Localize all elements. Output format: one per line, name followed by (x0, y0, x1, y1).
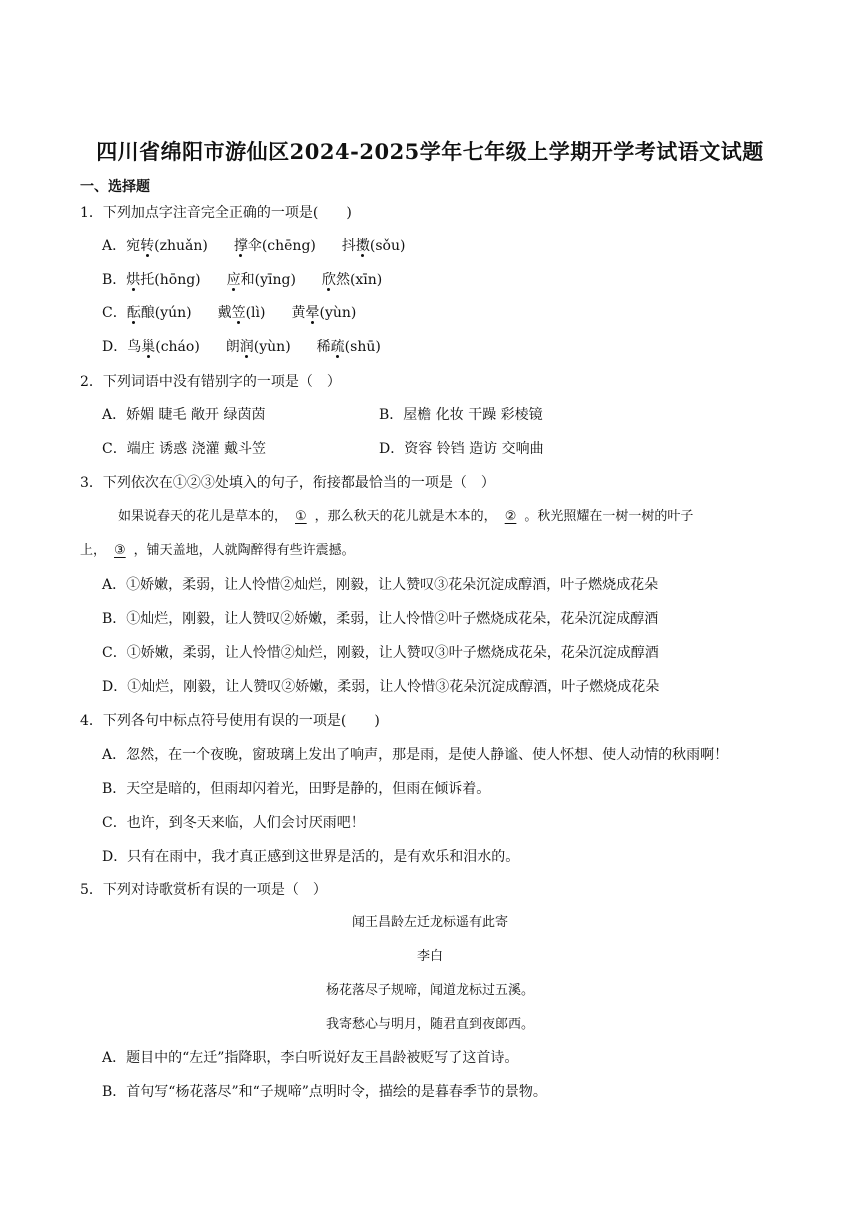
character: 托 (140, 272, 155, 288)
q2-option-d[interactable]: D．资容 铃铛 造访 交响曲 (379, 441, 544, 457)
character: 黄 (291, 305, 306, 321)
option-label: D． (102, 339, 128, 355)
passage-text: 如果说春天的花儿是草本的， (118, 509, 288, 524)
question-2-stem: 2．下列词语中没有错别字的一项是（ ） (80, 374, 341, 390)
q1-option-a[interactable] (102, 236, 405, 256)
q2-option-c[interactable]: C．端庄 诱惑 浇灌 戴斗笠 (102, 441, 267, 457)
character: 然 (335, 272, 350, 288)
passage-text: ，铺天盖地，人就陶醉得有些许震撼。 (133, 543, 355, 558)
character: 擞 (355, 238, 370, 254)
pinyin: (sǒu) (369, 238, 406, 254)
character: 酿 (140, 305, 155, 321)
q4-option-a[interactable]: A．忽然，在一个夜晚，窗玻璃上发出了响声，那是雨，是使人静谧、使人怀想、使人动情的秋雨啊！ (102, 747, 729, 763)
pinyin-word (342, 238, 406, 254)
pinyin: (yīng) (254, 272, 296, 288)
option-label: A． (102, 238, 127, 254)
q3-passage-line-2 (80, 541, 355, 561)
q2-option-a[interactable]: A．娇媚 睫毛 敞开 绿茵茵 (102, 407, 266, 423)
pinyin: (yùn) (319, 305, 357, 321)
pinyin-word (127, 305, 192, 321)
character: 欣 (321, 272, 336, 288)
passage-text: ，那么秋天的花儿就是木本的， (314, 509, 497, 524)
q4-option-b[interactable]: B．天空是暗的，但雨却闪着光，田野是静的，但雨在倾诉着。 (102, 781, 491, 797)
character: 疏 (330, 339, 345, 355)
pinyin-word (126, 238, 208, 254)
option-label: B． (102, 272, 127, 288)
pinyin-word (317, 339, 381, 355)
section-heading: 一、选择题 (80, 179, 150, 195)
pinyin: (chēng) (261, 238, 316, 254)
q3-option-d[interactable]: D．①灿烂，刚毅，让人赞叹②娇嫩，柔弱，让人怜惜③花朵沉淀成醇酒，叶子燃烧成花朵 (102, 679, 660, 695)
q4-option-c[interactable]: C．也许，到冬天来临，人们会讨厌雨吧！ (102, 815, 365, 831)
pinyin: (zhuǎn) (154, 238, 208, 254)
character: 润 (239, 339, 254, 355)
pinyin-word (322, 272, 382, 288)
poem-author: 李白 (416, 949, 443, 964)
character: 宛 (126, 238, 141, 254)
character: 伞 (247, 238, 262, 254)
poem-title: 闻王昌龄左迁龙标遥有此寄 (351, 915, 508, 930)
character: 应 (226, 272, 241, 288)
character: 笠 (231, 305, 246, 321)
character: 转 (140, 238, 155, 254)
question-4-stem: 4．下列各句中标点符号使用有误的一项是( ) (80, 713, 380, 729)
pinyin-word (127, 339, 200, 355)
poem-line-1: 杨花落尽子规啼，闻道龙标过五溪。 (325, 983, 534, 998)
q3-option-b[interactable]: B．①灿烂，刚毅，让人赞叹②娇嫩，柔弱，让人怜惜②叶子燃烧成花朵，花朵沉淀成醇酒 (102, 611, 659, 627)
character: 烘 (126, 272, 141, 288)
q1-option-b[interactable] (102, 270, 382, 290)
pinyin-word (227, 272, 296, 288)
pinyin: (yùn) (253, 339, 291, 355)
pinyin: (lì) (245, 305, 266, 321)
pinyin: (xīn) (349, 272, 383, 288)
pinyin: (shū) (344, 339, 381, 355)
pinyin-word (291, 305, 356, 321)
character: 晕 (305, 305, 320, 321)
pinyin: (yún) (154, 305, 192, 321)
character: 稀 (316, 339, 331, 355)
pinyin-word (234, 238, 316, 254)
blank-1: ① (295, 509, 307, 524)
pinyin-word (218, 305, 266, 321)
q5-option-a[interactable]: A．题目中的“左迁”指降职，李白听说好友王昌龄被贬写了这首诗。 (102, 1050, 519, 1066)
pinyin: (cháo) (155, 339, 200, 355)
character: 巢 (141, 339, 156, 355)
character: 和 (240, 272, 255, 288)
character: 朗 (225, 339, 240, 355)
character: 抖 (341, 238, 356, 254)
poem-line-2: 我寄愁心与明月，随君直到夜郎西。 (325, 1017, 534, 1032)
question-3-stem: 3．下列依次在①②③处填入的句子，衔接都最恰当的一项是（ ） (80, 475, 495, 491)
q3-passage-line-1 (118, 507, 693, 527)
q1-option-d[interactable] (102, 337, 381, 357)
question-1-stem: 1．下列加点字注音完全正确的一项是( ) (80, 205, 352, 221)
pinyin-word (126, 272, 200, 288)
question-5-stem: 5．下列对诗歌赏析有误的一项是（ ） (80, 882, 327, 898)
pinyin-word (226, 339, 291, 355)
passage-text: 上， (80, 543, 107, 558)
q4-option-d[interactable]: D．只有在雨中，我才真正感到这世界是活的，是有欢乐和泪水的。 (102, 849, 520, 865)
character: 戴 (217, 305, 232, 321)
q1-option-c[interactable] (102, 303, 356, 323)
q5-option-b[interactable]: B．首句写“杨花落尽”和“子规啼”点明时令，描绘的是暮春季节的景物。 (102, 1084, 547, 1100)
pinyin: (hōng) (154, 272, 201, 288)
passage-text: 。秋光照耀在一树一树的叶子 (524, 509, 694, 524)
character: 酝 (126, 305, 141, 321)
q3-option-c[interactable]: C．①娇嫩，柔弱，让人怜惜②灿烂，刚毅，让人赞叹③叶子燃烧成花朵，花朵沉淀成醇酒 (102, 645, 659, 661)
option-label: C． (102, 305, 127, 321)
q2-option-b[interactable]: B．屋檐 化妆 干躁 彩棱镜 (379, 407, 543, 423)
character: 鸟 (127, 339, 142, 355)
blank-2: ② (504, 509, 517, 524)
character: 撑 (233, 238, 248, 254)
page-title: 四川省绵阳市游仙区2024-2025学年七年级上学期开学考试语文试题 (96, 139, 764, 164)
blank-3: ③ (114, 543, 126, 558)
q3-option-a[interactable]: A．①娇嫩，柔弱，让人怜惜②灿烂，刚毅，让人赞叹③花朵沉淀成醇酒，叶子燃烧成花朵 (102, 577, 659, 593)
